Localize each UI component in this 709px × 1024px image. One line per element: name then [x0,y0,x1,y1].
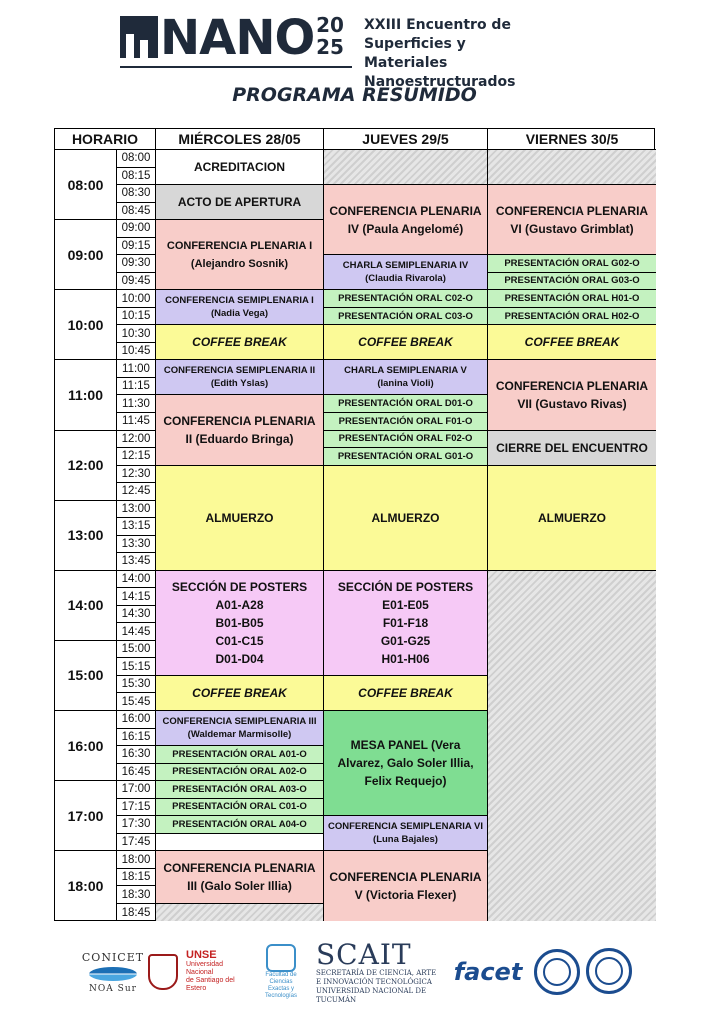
event-oral: PRESENTACIÓN ORAL A04-O [156,816,324,834]
event-coffee-break: COFFEE BREAK [324,676,488,711]
time-cell: 10:00 [117,290,156,308]
poster-range: D01-D04 [215,651,264,666]
wave-icon [89,967,137,981]
header-day3: VIERNES 30/5 [488,129,656,150]
time-cell: 17:00 [117,781,156,799]
header-day1: MIÉRCOLES 28/05 [156,129,324,150]
event-oral: PRESENTACIÓN ORAL A01-O [156,746,324,764]
event-oral: PRESENTACIÓN ORAL G03-O [488,273,656,291]
time-cell: 09:15 [117,238,156,256]
time-cell: 17:15 [117,799,156,817]
unt-seal-icon [584,944,634,998]
event-oral: PRESENTACIÓN ORAL C02-O [324,290,488,308]
event-oral: PRESENTACIÓN ORAL C01-O [156,799,324,817]
event-title: CONFERENCIA PLENARIA I [166,239,313,252]
event-speaker: (Claudia Rivarola) [365,273,446,285]
time-cell: 16:45 [117,764,156,782]
event-mesa-panel [324,711,488,816]
event-semiplenaria-ii [156,360,324,395]
schedule-table [54,128,655,921]
event-speaker: II (Eduardo Bringa) [185,432,294,446]
unavailable-slot [156,904,324,922]
event-plenaria-vii [488,360,656,430]
time-cell: 13:15 [117,518,156,536]
conicet-name: CONICET [81,950,145,964]
event-speaker: (Luna Bajales) [373,834,438,846]
event-plenaria-iv [324,185,488,255]
poster-range: E01-E05 [382,597,429,612]
header-horario: HORARIO [55,129,156,150]
poster-range: C01-C15 [215,633,264,648]
hour-cell: 15:00 [55,641,117,711]
event-title: CHARLA SEMIPLENARIA V [344,365,467,377]
logo-text: NANO [160,10,315,66]
event-name-line2: Materiales Nanoestructurados [364,55,516,90]
fcet-line: Exactas y Tecnologías [264,986,298,999]
facet-name: facet [453,958,523,986]
hour-cell: 13:00 [55,501,117,571]
event-almuerzo: ALMUERZO [324,466,488,571]
time-cell: 10:15 [117,308,156,326]
event-title: CONFERENCIA PLENARIA [163,861,316,876]
time-cell: 10:45 [117,343,156,361]
panel-line: MESA PANEL (Vera [350,738,461,753]
unse-subtitle: de Santiago del Estero [186,977,235,992]
time-cell: 15:15 [117,658,156,676]
event-title: CONFERENCIA SEMIPLENARIA VI [327,821,483,833]
time-cell: 12:15 [117,448,156,466]
event-title: CONFERENCIA SEMIPLENARIA I [165,295,314,307]
scait-subtitle: UNIVERSIDAD NACIONAL DE TUCUMÁN [316,987,427,1004]
event-coffee-break: COFFEE BREAK [156,676,324,711]
unse-name: UNSE [186,949,217,961]
unavailable-slot [488,571,656,922]
time-cell: 09:30 [117,255,156,273]
time-cell: 09:00 [117,220,156,238]
event-name-line1: XXIII Encuentro de Superficies y [364,17,511,52]
event-speaker: III (Galo Soler Illia) [187,879,292,894]
building-logo-icon [120,16,158,58]
conicet-logo [78,944,148,1000]
scait-logo [316,938,446,1004]
hour-cell: 12:00 [55,431,117,501]
page-title: PROGRAMA RESUMIDO [232,84,477,106]
scait-name: SCAIT [316,938,412,971]
event-coffee-break: COFFEE BREAK [156,325,324,360]
university-seal-icon [532,946,582,998]
event-posters [324,571,488,676]
event-acreditacion: ACREDITACION [156,150,324,185]
sponsor-logos [0,938,709,1008]
time-cell: 10:30 [117,325,156,343]
poster-range: G01-G25 [380,633,431,648]
time-cell: 14:30 [117,606,156,624]
scait-subtitle: SECRETARÍA DE CIENCIA, ARTE [316,969,437,977]
posters-title: SECCIÓN DE POSTERS [171,579,308,594]
event-plenaria-vi [488,185,656,255]
hour-cell: 14:00 [55,571,117,641]
event-title: CONFERENCIA PLENARIA [495,203,649,218]
event-charla-v [324,360,488,395]
event-oral: PRESENTACIÓN ORAL F02-O [324,431,488,449]
event-plenaria-v [324,851,488,921]
time-cell: 16:00 [117,711,156,729]
event-oral: PRESENTACIÓN ORAL G01-O [324,448,488,466]
logo-year [316,14,344,58]
time-cell: 09:45 [117,273,156,291]
scait-subtitle: E INNOVACIÓN TECNOLÓGICA [316,978,432,986]
unse-subtitle: Universidad Nacional [186,961,223,976]
time-cell: 18:15 [117,869,156,887]
poster-range: A01-A28 [215,597,264,612]
time-cell: 18:30 [117,886,156,904]
time-cell: 12:45 [117,483,156,501]
time-cell: 18:45 [117,904,156,922]
hour-cell: 17:00 [55,781,117,851]
time-cell: 11:45 [117,413,156,431]
unse-crest-icon [146,948,180,996]
time-cell: 12:30 [117,466,156,484]
time-cell: 13:45 [117,553,156,571]
panel-line: Alvarez, Galo Soler Illia, [337,756,474,771]
hour-cell: 08:00 [55,150,117,220]
time-cell: 15:30 [117,676,156,694]
event-title: CONFERENCIA SEMIPLENARIA III [162,716,317,728]
event-acto-apertura: ACTO DE APERTURA [156,185,324,220]
poster-range: B01-B05 [215,615,264,630]
event-title: CONFERENCIA SEMIPLENARIA II [163,365,316,377]
time-cell: 17:45 [117,834,156,852]
event-oral: PRESENTACIÓN ORAL D01-O [324,395,488,413]
time-cell: 13:30 [117,536,156,554]
event-cierre: CIERRE DEL ENCUENTRO [488,431,656,466]
time-cell: 14:15 [117,588,156,606]
event-oral: PRESENTACIÓN ORAL H02-O [488,308,656,326]
hour-cell: 18:00 [55,851,117,921]
header-underline [120,66,352,68]
time-cell: 16:15 [117,729,156,747]
fcet-line: Facultad de Ciencias [265,972,297,985]
event-plenaria-ii [156,395,324,465]
time-cell: 08:15 [117,168,156,186]
facet-logo [452,952,524,992]
year-bottom: 25 [316,35,344,59]
hour-cell: 16:00 [55,711,117,781]
header-day2: JUEVES 29/5 [324,129,488,150]
event-title: CONFERENCIA PLENARIA [495,378,649,393]
time-cell: 11:30 [117,395,156,413]
time-cell: 18:00 [117,851,156,869]
event-semiplenaria-vi [324,816,488,851]
time-cell: 11:00 [117,360,156,378]
time-cell: 14:45 [117,623,156,641]
conicet-region: NOA Sur [89,983,137,994]
fcet-icon [266,944,296,972]
poster-range: H01-H06 [381,651,430,666]
event-almuerzo: ALMUERZO [156,466,324,571]
unse-logo [186,946,252,996]
time-cell: 08:00 [117,150,156,168]
event-oral: PRESENTACIÓN ORAL F01-O [324,413,488,431]
unavailable-slot [488,150,656,185]
event-oral: PRESENTACIÓN ORAL H01-O [488,290,656,308]
event-almuerzo: ALMUERZO [488,466,656,571]
event-oral: PRESENTACIÓN ORAL A03-O [156,781,324,799]
time-cell: 08:45 [117,203,156,221]
panel-line: Felix Requejo) [364,774,447,789]
event-charla-iv [324,255,488,290]
event-title: CHARLA SEMIPLENARIA IV [342,260,469,272]
event-name [364,16,600,92]
event-oral: PRESENTACIÓN ORAL A02-O [156,764,324,782]
poster-range: F01-F18 [382,615,429,630]
event-speaker: (Edith Yslas) [210,378,269,390]
time-cell: 15:45 [117,693,156,711]
event-oral: PRESENTACIÓN ORAL C03-O [324,308,488,326]
hour-cell: 11:00 [55,360,117,430]
time-cell: 13:00 [117,501,156,519]
time-cell: 17:30 [117,816,156,834]
time-cell: 15:00 [117,641,156,659]
event-speaker: VII (Gustavo Rivas) [517,396,627,411]
event-speaker: (Waldemar Marmisolle) [187,729,292,741]
event-coffee-break: COFFEE BREAK [488,325,656,360]
event-title: CONFERENCIA PLENARIA [329,203,482,218]
fcet-logo [256,944,306,1000]
posters-title: SECCIÓN DE POSTERS [337,579,474,594]
event-speaker: (Nadia Vega) [210,308,269,320]
event-speaker: IV (Paula Angelomé) [347,221,464,236]
event-speaker: (Ianina Violi) [377,378,434,390]
event-plenaria-iii [156,851,324,904]
unavailable-slot [324,150,488,185]
time-cell: 16:30 [117,746,156,764]
event-plenaria-i [156,220,324,290]
event-oral: PRESENTACIÓN ORAL G02-O [488,255,656,273]
hour-cell: 10:00 [55,290,117,360]
event-semiplenaria-i [156,290,324,325]
year-top: 20 [316,13,344,37]
event-title: CONFERENCIA PLENARIA [329,870,482,885]
event-speaker: (Alejandro Sosnik) [190,257,289,270]
event-speaker: VI (Gustavo Grimblat) [510,221,634,236]
time-cell: 12:00 [117,431,156,449]
event-semiplenaria-iii [156,711,324,746]
empty-slot [156,834,324,852]
event-speaker: V (Victoria Flexer) [354,888,457,903]
time-cell: 14:00 [117,571,156,589]
event-header [120,10,600,90]
event-title: CONFERENCIA PLENARIA [163,414,316,428]
time-cell: 11:15 [117,378,156,396]
time-cell: 08:30 [117,185,156,203]
hour-cell: 09:00 [55,220,117,290]
event-posters [156,571,324,676]
event-coffee-break: COFFEE BREAK [324,325,488,360]
